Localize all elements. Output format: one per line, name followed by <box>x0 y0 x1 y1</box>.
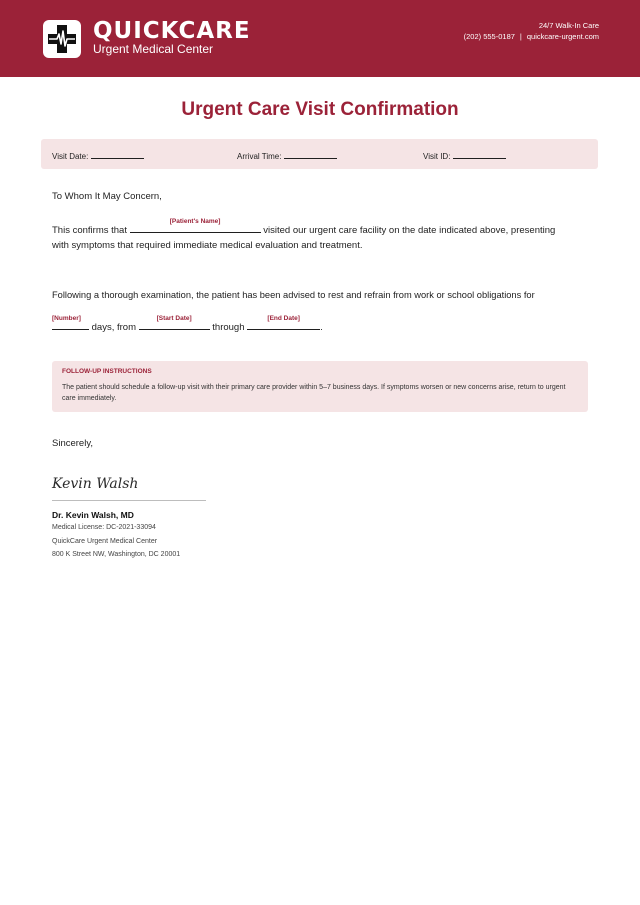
brand-name: QUICKCARE <box>93 18 251 44</box>
confirmation-suffix: visited our urgent care facility on the date indicated above, presenting <box>263 225 556 236</box>
closing: Sincerely, <box>52 438 94 449</box>
start-date-tag: [Start Date] <box>156 315 192 322</box>
logo <box>43 20 81 58</box>
paragraph-rest-advice: Following a thorough examination, the patient has been advised to rest and refrain from work or school obligations for <box>52 290 535 300</box>
patient-name-field[interactable] <box>130 218 261 233</box>
visit-info-bar <box>41 139 598 169</box>
visit-date-blank[interactable] <box>91 150 144 159</box>
visit-date-field <box>52 150 144 161</box>
end-date-field[interactable] <box>247 315 320 330</box>
follow-up-box <box>52 361 588 412</box>
visit-date-label: Visit Date: <box>52 152 89 161</box>
arrival-time-field <box>237 150 337 161</box>
follow-up-text: The patient should schedule a follow-up visit with their primary care provider within 5–7 business days. If symptoms worsen or new concerns arise, return to urgent care immediately. <box>62 384 566 402</box>
days-from-text: days, from <box>91 322 136 333</box>
signer-license: Medical License: DC-2021-33094 <box>52 524 156 531</box>
header-banner <box>0 0 640 77</box>
confirmation-line2: with symptoms that required immediate medical evaluation and treatment. <box>52 240 363 251</box>
start-date-field[interactable] <box>139 315 210 330</box>
arrival-time-blank[interactable] <box>284 150 337 159</box>
website-link[interactable]: quickcare-urgent.com <box>526 32 599 41</box>
walk-in-hours: 24/7 Walk-In Care <box>538 21 599 30</box>
page-title: Urgent Care Visit Confirmation <box>181 99 459 120</box>
brand-subtitle: Urgent Medical Center <box>93 42 214 56</box>
signer-address: 800 K Street NW, Washington, DC 20001 <box>52 551 181 558</box>
greeting: To Whom It May Concern, <box>52 191 162 202</box>
signature-line <box>52 500 206 501</box>
follow-up-title: FOLLOW-UP INSTRUCTIONS <box>62 368 152 375</box>
paragraph-confirmation <box>52 218 592 253</box>
signature: Kevin Walsh <box>52 476 139 492</box>
period: . <box>320 322 323 333</box>
contact-info <box>464 32 599 41</box>
paragraph-rest-period <box>52 315 597 335</box>
phone-number: (202) 555-0187 <box>463 32 515 41</box>
arrival-time-label: Arrival Time: <box>237 152 282 161</box>
visit-id-blank[interactable] <box>453 150 506 159</box>
number-tag: [Number] <box>52 315 81 322</box>
through-text: through <box>212 322 245 333</box>
contact-separator: | <box>519 32 522 41</box>
visit-id-label: Visit ID: <box>423 152 451 161</box>
medical-cross-heartbeat-icon <box>47 24 77 54</box>
visit-id-field <box>423 150 506 161</box>
number-field[interactable] <box>52 315 89 330</box>
signer-name: Dr. Kevin Walsh, MD <box>52 510 134 520</box>
signer-organization: QuickCare Urgent Medical Center <box>52 538 158 545</box>
confirmation-prefix: This confirms that <box>52 225 127 236</box>
patient-name-tag: [Patient's Name] <box>169 218 221 225</box>
end-date-tag: [End Date] <box>267 315 300 322</box>
